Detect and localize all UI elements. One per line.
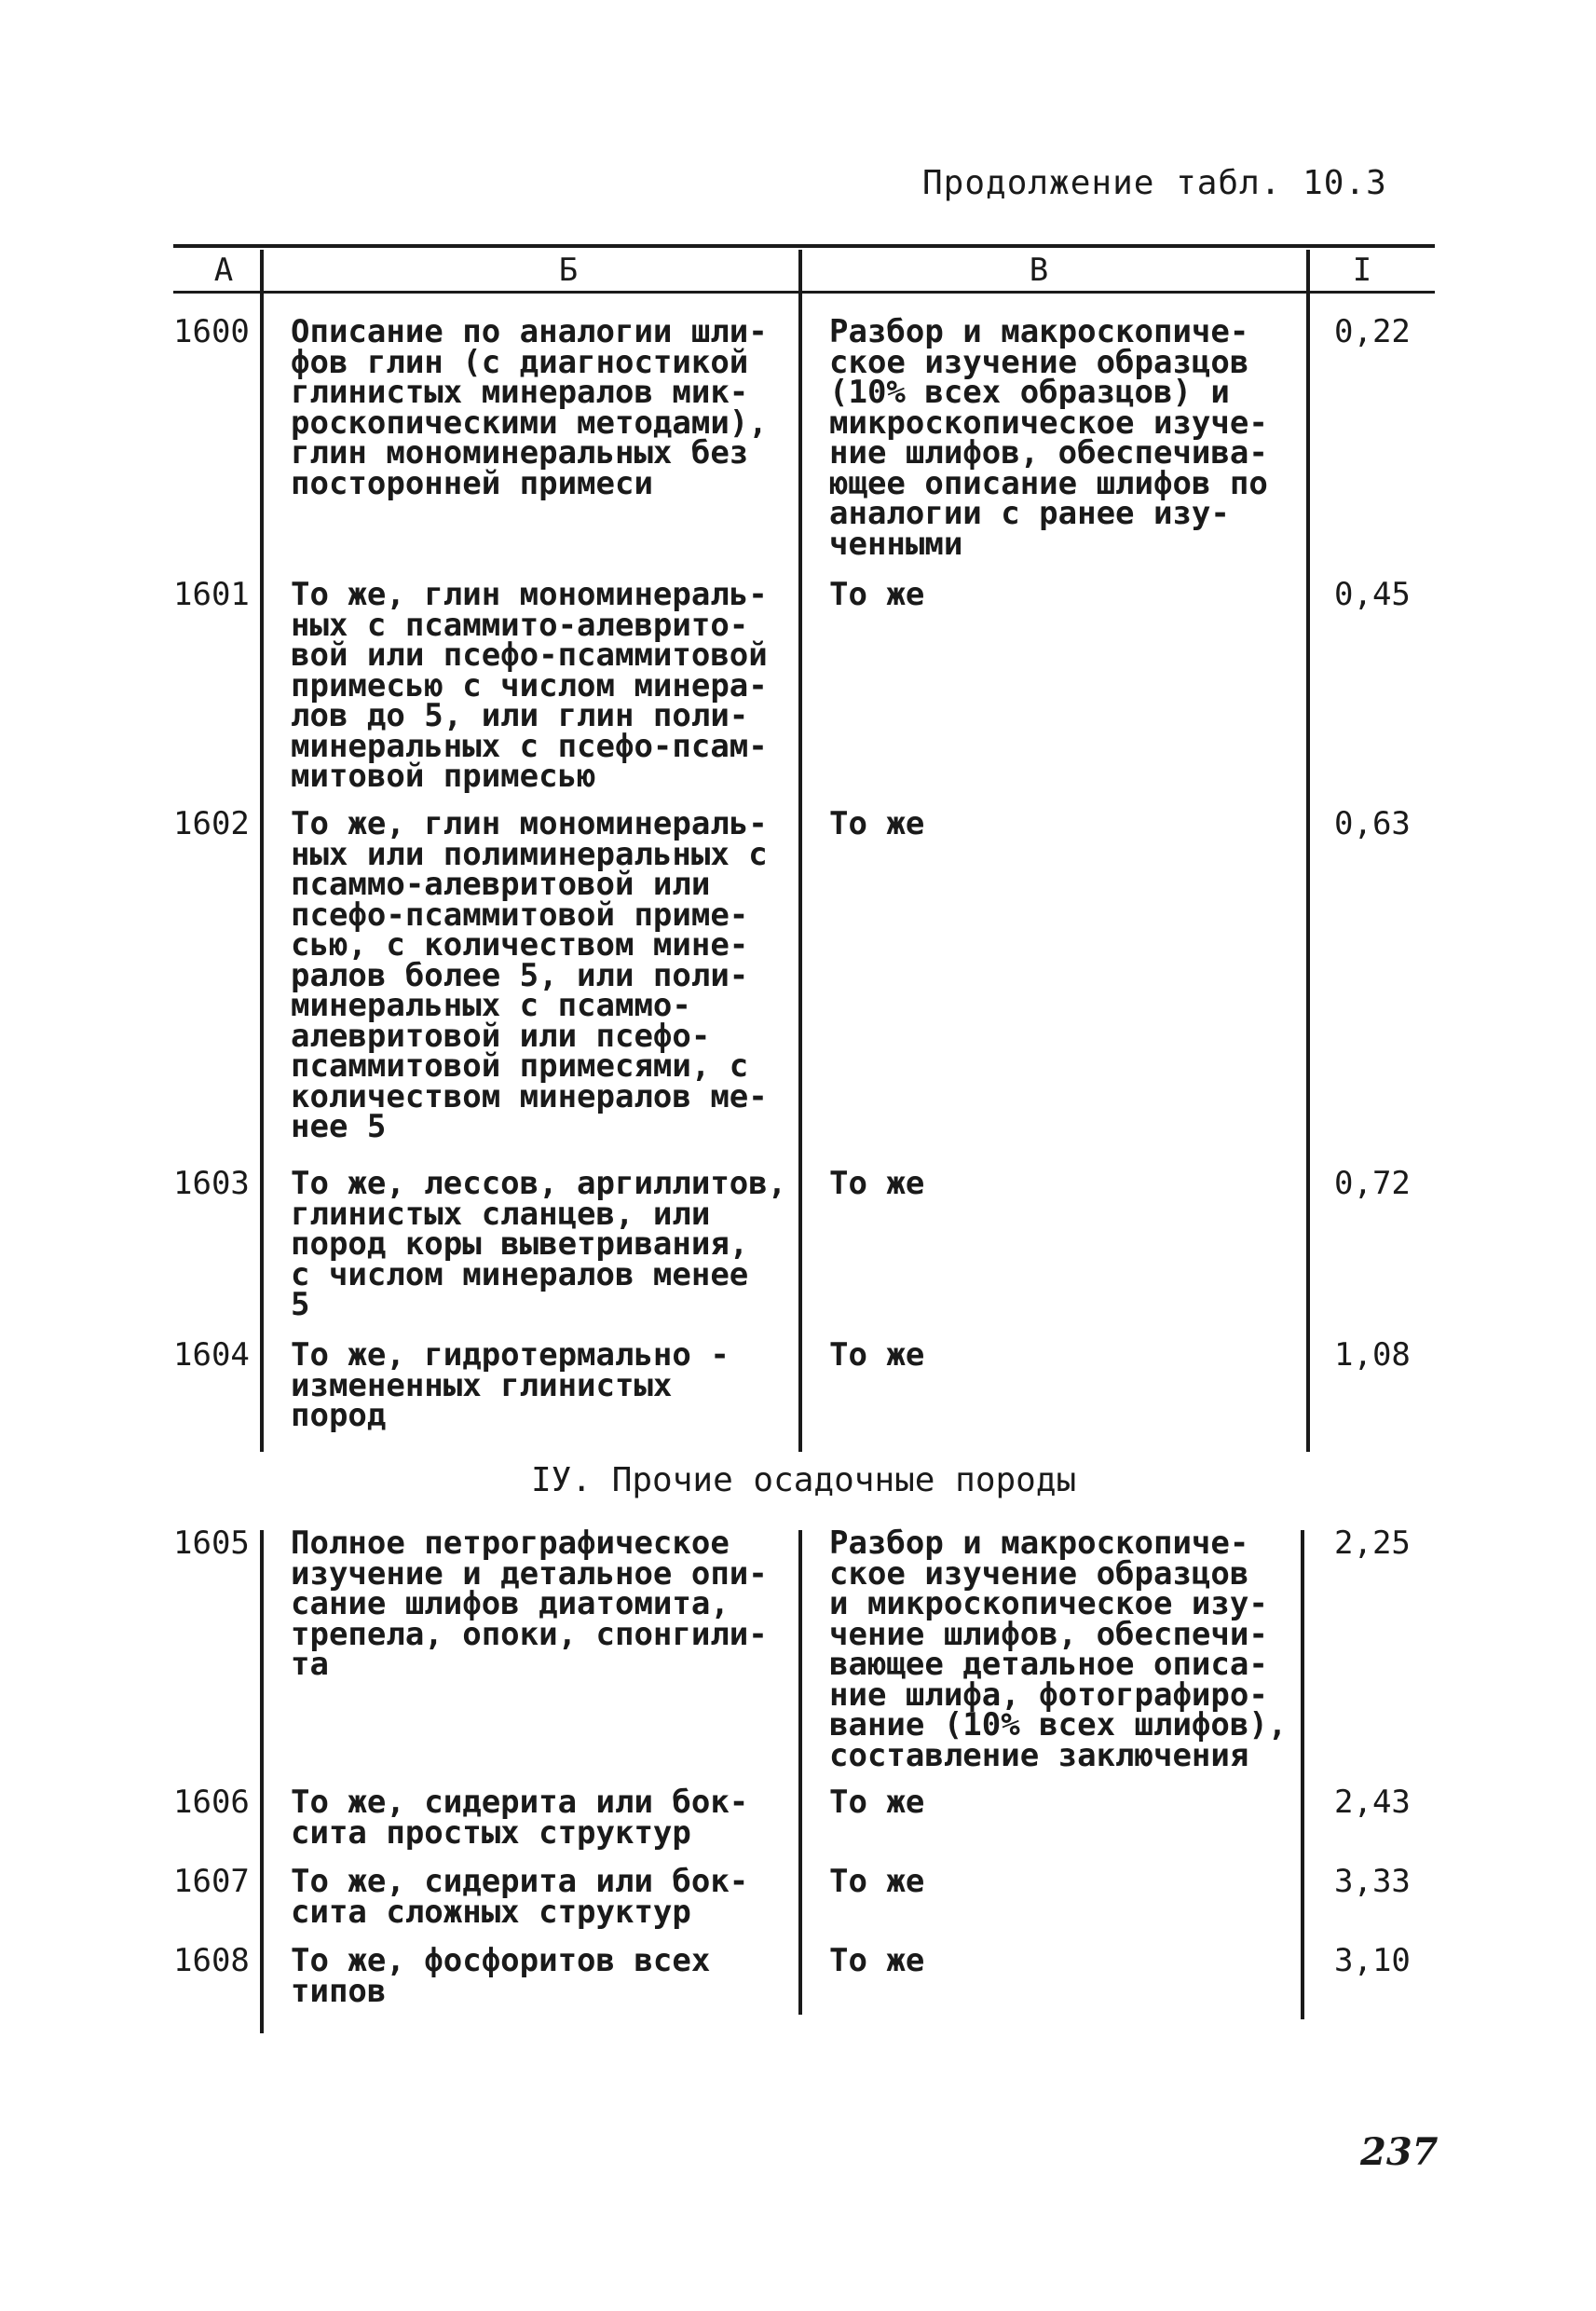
page-number: 237 (1360, 2130, 1439, 2174)
column-header-b: Б (558, 252, 579, 289)
row-work-content: То же (829, 1336, 925, 1374)
row-number: 1602 (173, 805, 250, 842)
row-number: 1601 (173, 576, 250, 613)
row-description: То же, сидерита или бок- сита простых структур (291, 1784, 749, 1852)
row-number: 1608 (173, 1942, 250, 1979)
row-work-content: Разбор и макроскопиче- ское изучение образцов (10% всех образцов) и микроскопическое изуче- ние шлифов, обеспечива- ющее описание шлифов по аналогии с ранее изу- ченными (829, 313, 1268, 563)
row-description: Полное петрографическое изучение и детальное опи- сание шлифов диатомита, трепела, опоки, спонгили- та (291, 1525, 768, 1683)
column-divider (1306, 250, 1310, 1452)
row-number: 1607 (173, 1863, 250, 1900)
row-work-content: То же (829, 1784, 925, 1821)
row-work-content: То же (829, 805, 925, 842)
column-header-c: В (1029, 252, 1049, 289)
row-description: То же, гидротермально - измененных глинистых пород (291, 1336, 730, 1434)
row-description: Описание по аналогии шли- фов глин (с диагностикой глинистых минералов мик- роскопическими методами), глин мономинеральных без посторонней примеси (291, 313, 768, 502)
row-value: 0,22 (1334, 313, 1411, 350)
row-number: 1603 (173, 1165, 250, 1202)
table-header-rule (173, 291, 1435, 294)
row-description: То же, глин мономинераль- ных с псаммито-алеврито- вой или псефо-псаммитовой примесью с числом минера- лов до 5, или глин поли- минеральных с псефо-псам- митовой примесью (291, 576, 768, 795)
row-value: 0,45 (1334, 576, 1411, 613)
row-work-content: То же (829, 1863, 925, 1900)
row-value: 3,10 (1334, 1942, 1411, 1979)
row-description: То же, фосфоритов всех типов (291, 1942, 711, 2010)
table-top-rule (173, 244, 1435, 248)
column-header-a: А (213, 252, 234, 289)
row-value: 0,63 (1334, 805, 1411, 842)
table-continuation-label: Продолжение табл. 10.3 (922, 164, 1387, 202)
row-work-content: То же (829, 1165, 925, 1202)
row-number: 1600 (173, 313, 250, 350)
column-divider (1301, 1530, 1304, 2019)
column-divider (798, 1530, 802, 2015)
row-value: 2,25 (1334, 1525, 1411, 1562)
row-value: 0,72 (1334, 1165, 1411, 1202)
row-value: 1,08 (1334, 1336, 1411, 1374)
column-divider (798, 250, 802, 1452)
row-work-content: То же (829, 1942, 925, 1979)
row-description: То же, сидерита или бок- сита сложных структур (291, 1863, 749, 1931)
row-value: 2,43 (1334, 1784, 1411, 1821)
row-number: 1605 (173, 1525, 250, 1562)
row-work-content: То же (829, 576, 925, 613)
row-number: 1604 (173, 1336, 250, 1374)
column-divider (260, 1530, 264, 2033)
row-description: То же, лессов, аргиллитов, глинистых сланцев, или пород коры выветривания, с числом минералов менее 5 (291, 1165, 787, 1323)
row-description: То же, глин мономинераль- ных или полиминеральных с псаммо-алевритовой или псефо-псаммитовой приме- сью, с количеством мине- ралов более 5, или поли- минеральных с псаммо- алевритовой или псефо- псаммитовой примесями, с количеством минералов ме- нее 5 (291, 805, 768, 1145)
column-divider (260, 250, 264, 1452)
row-number: 1606 (173, 1784, 250, 1821)
section-iv-title: IУ. Прочие осадочные породы (531, 1461, 1077, 1499)
row-work-content: Разбор и макроскопиче- ское изучение образцов и микроскопическое изу- чение шлифов, обеспечи- вающее детальное описа- ние шлифа, фотографиро- вание (10% всех шлифов), составление заключения (829, 1525, 1288, 1774)
column-header-d: I (1352, 252, 1372, 289)
row-value: 3,33 (1334, 1863, 1411, 1900)
